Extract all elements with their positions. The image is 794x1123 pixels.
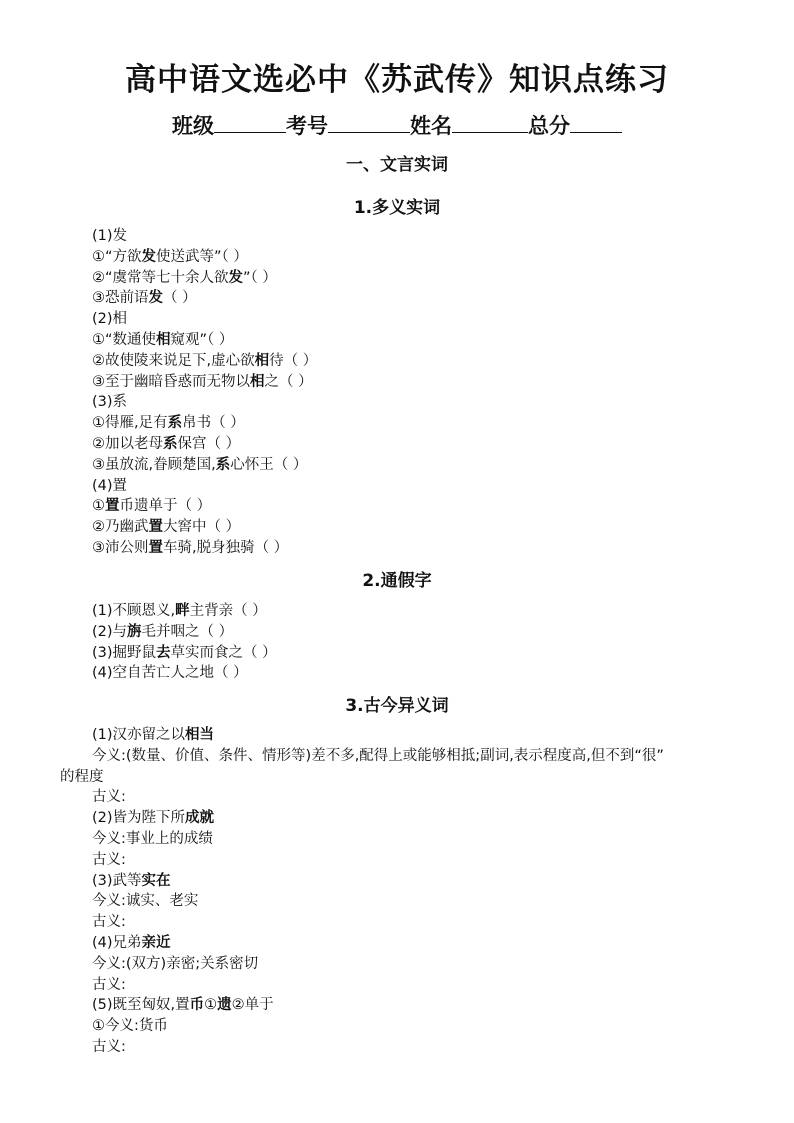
item-text: (1)发 — [92, 228, 128, 244]
polysemy-item — [92, 226, 317, 247]
key-word: 亲近 — [141, 934, 171, 951]
polysemy-item — [92, 434, 317, 455]
polysemy-item — [92, 538, 317, 559]
gujin-item — [92, 850, 664, 871]
key-word: 置 — [105, 498, 120, 515]
item-text: 古义: — [92, 789, 126, 806]
item-text-after: 待（ ） — [269, 352, 318, 369]
item-text-after: （ ） — [163, 290, 197, 307]
item-text-after: 草实而食之（ ） — [170, 644, 277, 661]
item-text: ③至于幽暗昏惑而无物以 — [92, 373, 250, 390]
key-word: 发 — [148, 290, 163, 307]
item-text-after: 之（ ） — [264, 373, 313, 390]
key-word: 置 — [148, 519, 163, 536]
section-heading: 一、文言实词 — [346, 155, 448, 175]
key-word: 相 — [156, 331, 171, 348]
tongjia-item — [92, 663, 277, 684]
item-text-after: 车骑,脱身独骑（ ） — [163, 539, 289, 556]
polysemy-item — [92, 372, 317, 393]
exam-no-blank[interactable] — [328, 110, 410, 133]
subsection-heading-tongjia: 2.通假字 — [362, 571, 432, 591]
item-text: ③沛公则 — [92, 539, 149, 556]
student-info-line — [0, 110, 794, 141]
polysemy-item — [92, 392, 317, 413]
polysemy-item — [92, 288, 317, 309]
score-blank[interactable] — [570, 110, 622, 133]
key-word: 畔 — [175, 603, 190, 619]
polysemy-item — [92, 247, 317, 268]
item-text: ① — [92, 498, 105, 515]
item-text: (5)既至匈奴,置 — [92, 997, 190, 1014]
item-text: 今义:(数量、价值、条件、情形等)差不多,配得上或能够相抵;副词,表示程度高,但不到“很” — [92, 747, 664, 764]
gujin-item — [92, 1037, 664, 1058]
item-text-after: 毛并咽之（ ） — [141, 623, 234, 640]
item-text-after: 大窖中（ ） — [163, 519, 241, 536]
polysemy-list — [92, 226, 317, 559]
item-text: ③虽放流,眷顾楚国, — [92, 456, 216, 473]
item-text-after: 帛书（ ） — [182, 415, 245, 432]
gujin-item — [92, 954, 664, 975]
polysemy-item — [92, 351, 317, 372]
polysemy-item — [92, 476, 317, 497]
key-word: 发 — [141, 248, 157, 265]
item-text: ①“数通使 — [92, 331, 157, 348]
item-text: ②乃幽武 — [92, 519, 149, 536]
key-word: 系 — [215, 456, 231, 473]
gujin-item — [92, 933, 664, 954]
gujin-item — [92, 871, 664, 892]
polysemy-item — [92, 309, 317, 330]
polysemy-item — [92, 496, 317, 517]
item-text-after: 主背亲（ ） — [189, 603, 267, 619]
gujin-item — [92, 912, 664, 933]
item-text: ②加以老母 — [92, 435, 163, 452]
item-text: 今义:(双方)亲密;关系密切 — [92, 955, 259, 972]
item-text: (3)武等 — [92, 872, 142, 889]
key-word: 系 — [163, 435, 178, 452]
key-word-2: 遗 — [217, 997, 232, 1014]
key-word: 成就 — [185, 810, 215, 827]
item-text: 今义:诚实、老实 — [92, 893, 199, 910]
item-text: (2)相 — [92, 311, 128, 328]
subsection-heading-gujin: 3.古今异义词 — [345, 696, 449, 716]
gujin-item — [92, 1016, 664, 1037]
tongjia-list — [92, 601, 277, 684]
gujin-item — [92, 787, 664, 808]
item-text: 古义: — [92, 976, 126, 993]
polysemy-item — [92, 517, 317, 538]
item-text-after: 使送武等”（ ） — [156, 248, 248, 265]
item-text: 的程度 — [60, 768, 104, 785]
gujin-item — [92, 995, 664, 1016]
subsection-heading-polysemy: 1.多义实词 — [353, 198, 441, 218]
item-text-after: ”（ ） — [243, 269, 277, 286]
item-text-after-2: ②单于 — [231, 997, 274, 1014]
key-word: 相 — [254, 352, 270, 369]
gujin-item — [92, 725, 664, 746]
item-text: (3)系 — [92, 394, 128, 411]
polysemy-item — [92, 330, 317, 351]
item-text: (4)置 — [92, 477, 128, 494]
gujin-item — [60, 767, 664, 788]
item-text: (2)与 — [92, 623, 128, 640]
name-label: 姓名 — [410, 114, 452, 138]
key-word: 相当 — [185, 727, 215, 743]
item-text: 今义:事业上的成绩 — [92, 830, 213, 847]
tongjia-item — [92, 643, 277, 664]
item-text-after: 币遗单于（ ） — [119, 498, 212, 515]
key-word: 旃 — [127, 623, 142, 640]
item-text: 古义: — [92, 851, 126, 868]
class-label: 班级 — [172, 114, 214, 138]
item-text: (1)汉亦留之以 — [92, 727, 186, 743]
page-title: 高中语文选必中《苏武传》知识点练习 — [125, 62, 669, 98]
item-text-after: 心怀王（ ） — [230, 456, 308, 473]
key-word: 实在 — [141, 872, 171, 889]
gujin-item — [92, 975, 664, 996]
tongjia-item — [92, 622, 277, 643]
item-text: 古义: — [92, 1038, 126, 1055]
item-text: (4)兄弟 — [92, 934, 142, 951]
item-text-after: 窥观”（ ） — [170, 331, 234, 348]
gujin-list — [60, 725, 664, 1058]
key-word: 系 — [167, 415, 183, 432]
gujin-item — [92, 808, 664, 829]
key-word: 相 — [250, 373, 265, 390]
name-blank[interactable] — [452, 110, 528, 133]
exam-no-label: 考号 — [286, 114, 328, 138]
item-text: (1)不顾恩义, — [92, 603, 176, 619]
item-text: 古义: — [92, 914, 126, 931]
gujin-item — [92, 746, 664, 767]
item-text: (3)掘野鼠 — [92, 644, 157, 661]
polysemy-item — [92, 268, 317, 289]
item-text: ①“方欲 — [92, 248, 142, 265]
item-text: ①得雁,足有 — [92, 415, 168, 432]
polysemy-item — [92, 455, 317, 476]
item-text: ②故使陵来说足下,虚心欲 — [92, 352, 255, 369]
key-word: 去 — [156, 644, 171, 661]
item-text: (2)皆为陛下所 — [92, 810, 186, 827]
item-text: ①今义:货币 — [92, 1018, 168, 1035]
tongjia-item — [92, 601, 277, 622]
item-text-after: ① — [204, 997, 218, 1014]
key-word: 置 — [148, 539, 163, 556]
item-text: (4)空自苦亡人之地（ ） — [92, 665, 248, 682]
key-word: 币 — [189, 997, 205, 1014]
item-text-after: 保宫（ ） — [177, 435, 241, 452]
class-blank[interactable] — [214, 110, 286, 133]
gujin-item — [92, 829, 664, 850]
item-text: ②“虞常等七十余人欲 — [92, 269, 229, 286]
key-word: 发 — [228, 269, 244, 286]
score-label: 总分 — [528, 114, 570, 138]
gujin-item — [92, 891, 664, 912]
item-text: ③恐前语 — [92, 290, 149, 307]
polysemy-item — [92, 413, 317, 434]
